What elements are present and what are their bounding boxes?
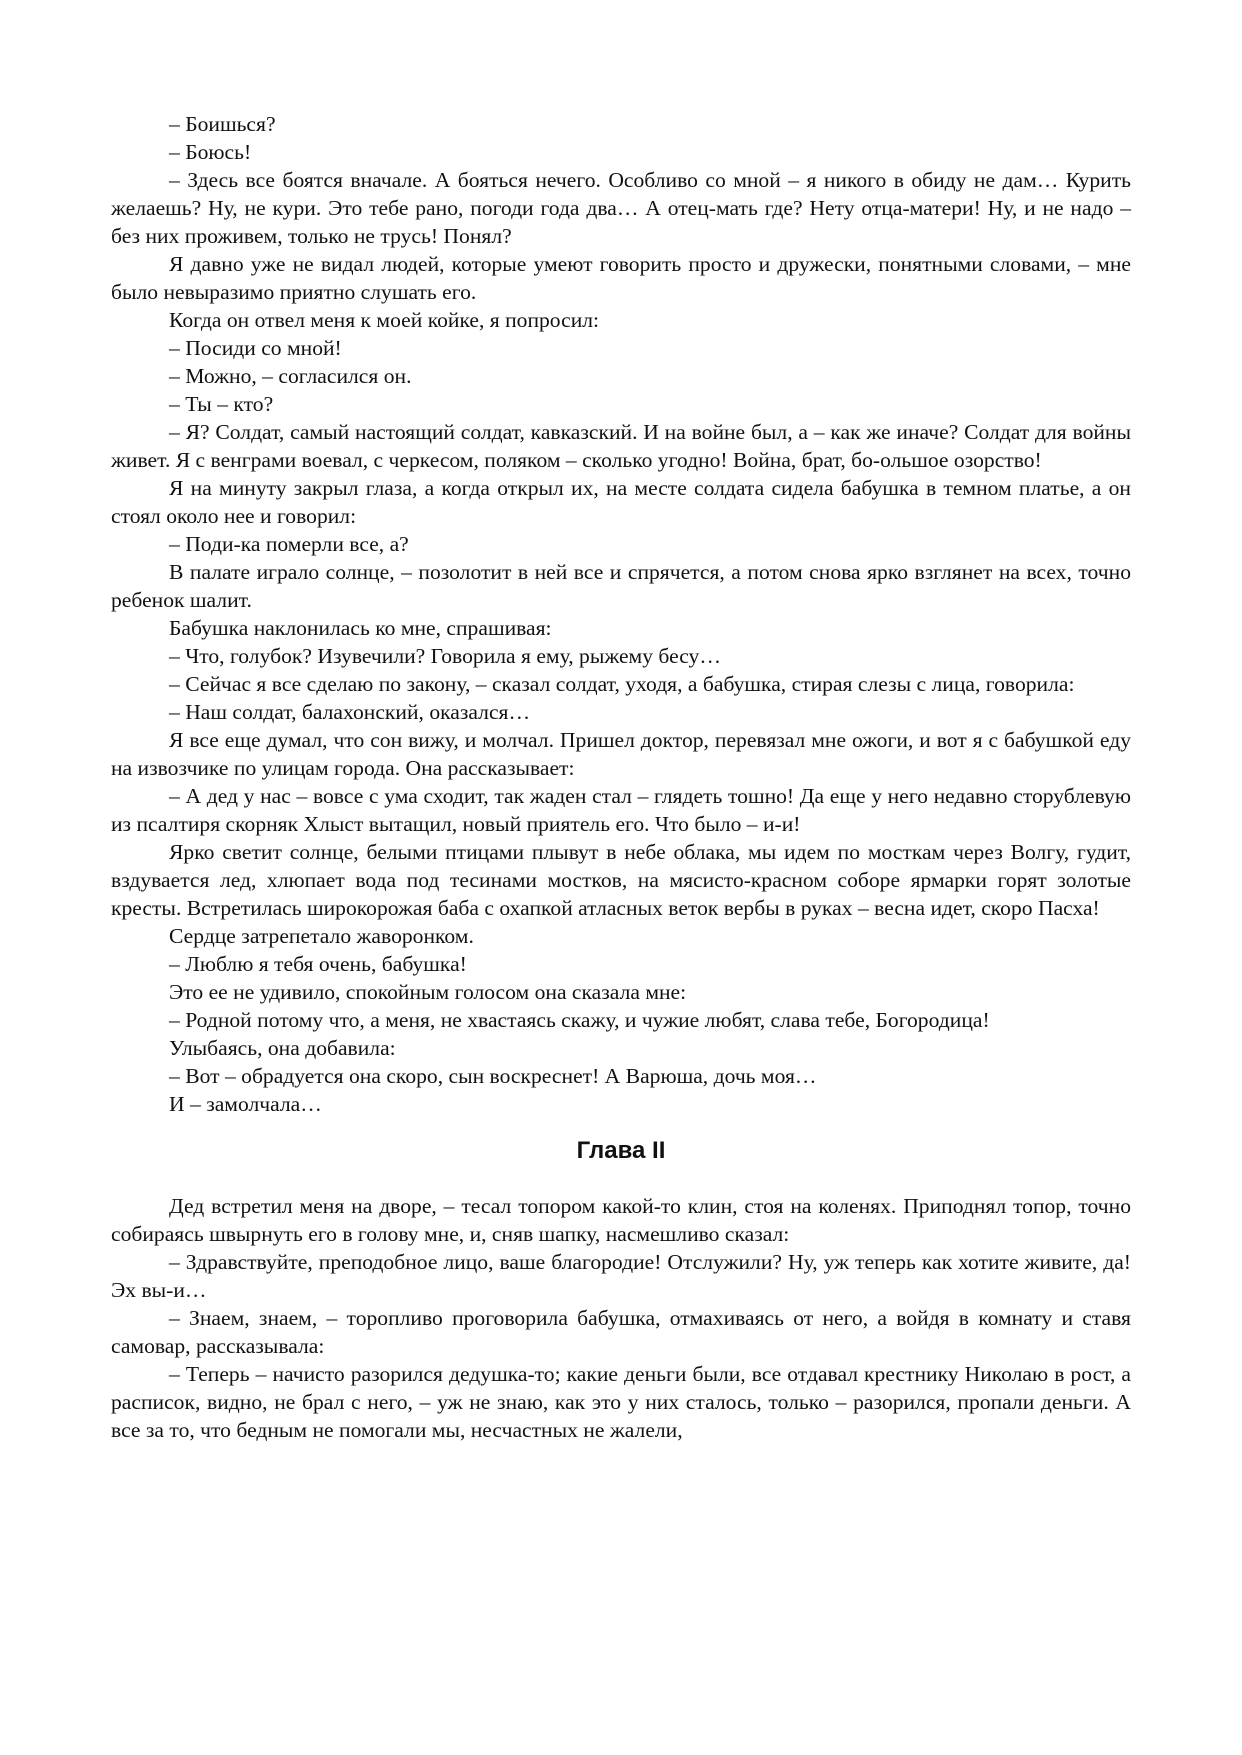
paragraph: – Что, голубок? Изувечили? Говорила я ему, рыжему бесу… [169,644,721,668]
paragraph: Я давно уже не видал людей, которые умеют говорить просто и дружески, понятными словами, – мне было невыразимо приятно слушать его. [111,252,1131,304]
paragraph: – Наш солдат, балахонский, оказался… [169,700,531,724]
paragraph: И – замолчала… [169,1092,322,1116]
paragraph: Ярко светит солнце, белыми птицами плывут в небе облака, мы идем по мосткам через Волгу, гудит, вздувается лед, хлюпает вода под тесинами мостков, на мясисто-красном соборе ярмарки горят золотые кресты. Встретилась широкорожая баба с охапкой атласных веток вербы в руках – весна идет, скоро Пасха! [111,840,1131,920]
paragraph: – Боишься? [169,112,276,136]
paragraph: – Вот – обрадуется она скоро, сын воскреснет! А Варюша, дочь моя… [169,1064,817,1088]
paragraph: – А дед у нас – вовсе с ума сходит, так жаден стал – глядеть тошно! Да еще у него недавно сторублевую из псалтиря скорняк Хлыст вытащил, новый приятель его. Что было – и-и! [111,784,1131,836]
paragraph: Когда он отвел меня к моей койке, я попросил: [169,308,600,332]
chapter-ii-beginning [111,1192,1131,1444]
paragraph: Сердце затрепетало жаворонком. [169,924,474,948]
paragraph: – Сейчас я все сделаю по закону, – сказал солдат, уходя, а бабушка, стирая слезы с лица, говорила: [169,672,1075,696]
chapter-i-ending [111,110,1131,1118]
paragraph: – Посиди со мной! [169,336,342,360]
paragraph: Это ее не удивило, спокойным голосом она сказала мне: [169,980,687,1004]
paragraph: – Боюсь! [169,140,252,164]
book-page [111,110,1131,1444]
paragraph: Улыбаясь, она добавила: [169,1036,396,1060]
paragraph: – Знаем, знаем, – торопливо проговорила бабушка, отмахиваясь от него, а войдя в комнату и ставя самовар, рассказывала: [111,1306,1131,1358]
chapter-title: Глава II [576,1137,666,1164]
paragraph: – Я? Солдат, самый настоящий солдат, кавказский. И на войне был, а – как же иначе? Солдат для войны живет. Я с венграми воевал, с черкесом, поляком – сколько угодно! Война, брат, бо-ольшое озорство! [111,420,1131,472]
paragraph: – Теперь – начисто разорился дедушка-то; какие деньги были, все отдавал крестнику Николаю в рост, а расписок, видно, не брал с него, – уж не знаю, как это у них сталось, только – разорился, пропали деньги. А все за то, что бедным не помогали мы, несчастных не жалели, [111,1362,1131,1442]
paragraph: – Ты – кто? [169,392,274,416]
paragraph: – Можно, – согласился он. [169,364,412,388]
paragraph: – Поди-ка померли все, а? [169,532,409,556]
paragraph: Я все еще думал, что сон вижу, и молчал. Пришел доктор, перевязал мне ожоги, и вот я с бабушкой еду на извозчике по улицам города. Она рассказывает: [111,728,1131,780]
paragraph: Бабушка наклонилась ко мне, спрашивая: [169,616,552,640]
paragraph: Дед встретил меня на дворе, – тесал топором какой-то клин, стоя на коленях. Приподнял топор, точно собираясь швырнуть его в голову мне, и, сняв шапку, насмешливо сказал: [111,1194,1131,1246]
paragraph: – Здесь все боятся вначале. А бояться нечего. Особливо со мной – я никого в обиду не дам… Курить желаешь? Ну, не кури. Это тебе рано, погоди года два… А отец-мать где? Нету отца-матери! Ну, и не надо – без них проживем, только не трусь! Понял? [111,168,1131,248]
paragraph: – Люблю я тебя очень, бабушка! [169,952,467,976]
paragraph: – Здравствуйте, преподобное лицо, ваше благородие! Отслужили? Ну, уж теперь как хотите живите, да! Эх вы-и… [111,1250,1131,1302]
paragraph: Я на минуту закрыл глаза, а когда открыл их, на месте солдата сидела бабушка в темном платье, а он стоял около нее и говорил: [111,476,1131,528]
paragraph: – Родной потому что, а меня, не хвастаясь скажу, и чужие любят, слава тебе, Богородица! [169,1008,990,1032]
paragraph: В палате играло солнце, – позолотит в ней все и спрячется, а потом снова ярко взглянет на всех, точно ребенок шалит. [111,560,1131,612]
